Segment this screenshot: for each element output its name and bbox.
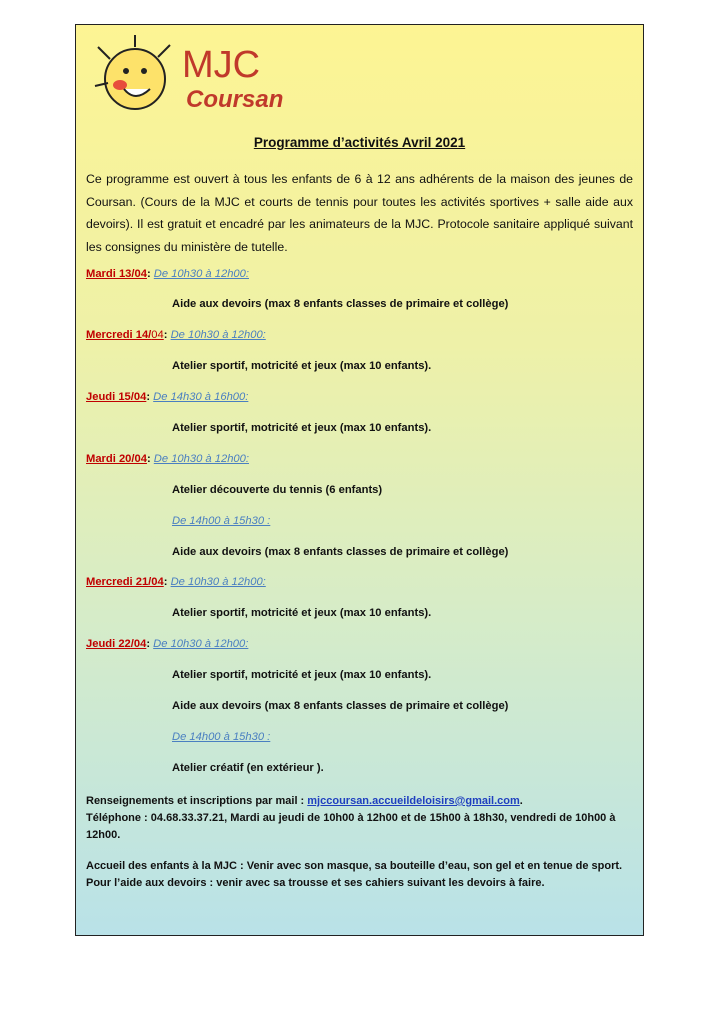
- time-label: De 10h30 à 12h00:: [170, 329, 266, 341]
- activity-line: Atelier créatif (en extérieur ).: [172, 762, 324, 774]
- page-title: Programme d’activités Avril 2021: [253, 135, 466, 150]
- activity-line: Atelier sportif, motricité et jeux (max 10 enfants).: [172, 669, 432, 681]
- time-label: De 10h30 à 12h00:: [153, 638, 249, 650]
- mail-suffix: .: [519, 795, 523, 807]
- time-label: De 14h00 à 15h30 :: [172, 515, 271, 527]
- schedule-day-line: Jeudi 15/04: De 14h30 à 16h00:: [86, 391, 249, 403]
- activity-line: Aide aux devoirs (max 8 enfants classes de primaire et collège): [172, 298, 509, 310]
- day-label: Mardi 13/04: [86, 268, 147, 280]
- svg-text:Coursan: Coursan: [186, 86, 284, 113]
- time-label: De 10h30 à 12h00:: [153, 453, 249, 465]
- email-link[interactable]: mjccoursan.accueildeloisirs@gmail.com: [307, 795, 520, 807]
- time-label: De 10h30 à 12h00:: [170, 576, 266, 588]
- mail-prefix: Renseignements et inscriptions par mail :: [86, 795, 308, 807]
- time-label: De 14h00 à 15h30 :: [172, 731, 271, 743]
- time-label: De 14h30 à 16h00:: [153, 391, 249, 403]
- document-page: [75, 24, 644, 936]
- schedule-day-line: Mercredi 14/04: De 10h30 à 12h00:: [86, 329, 266, 341]
- activity-line: Aide aux devoirs (max 8 enfants classes de primaire et collège): [172, 546, 509, 558]
- contact-block: [86, 793, 633, 844]
- schedule-day-line: Jeudi 22/04: De 10h30 à 12h00:: [86, 638, 249, 650]
- activity-line: Atelier sportif, motricité et jeux (max 10 enfants).: [172, 607, 432, 619]
- schedule-day-line: Mardi 13/04: De 10h30 à 12h00:: [86, 268, 249, 280]
- day-label: Mercredi 21/04: [86, 576, 164, 588]
- schedule-day-line: Mardi 20/04: De 10h30 à 12h00:: [86, 453, 249, 465]
- activity-line: Atelier sportif, motricité et jeux (max 10 enfants).: [172, 422, 432, 434]
- day-label: Mercredi 14/: [86, 329, 152, 341]
- day-label: Jeudi 22/04: [86, 638, 147, 650]
- mjc-logo: [90, 31, 290, 121]
- phone-text: Téléphone : 04.68.33.37.21, Mardi au jeudi de 10h00 à 12h00 et de 15h00 à 18h30, vendredi de 10h00 à 12h00.: [86, 812, 616, 841]
- activity-line: Aide aux devoirs (max 8 enfants classes de primaire et collège): [172, 700, 509, 712]
- note-paragraph: Accueil des enfants à la MJC : Venir avec son masque, sa bouteille d’eau, son gel et en tenue de sport. Pour l’aide aux devoirs : venir avec sa trousse et ses cahiers suivant les devoirs à faire.: [86, 860, 623, 889]
- intro-paragraph: Ce programme est ouvert à tous les enfants de 6 à 12 ans adhérents de la maison des jeunes de Coursan. (Cours de la MJC et courts de tennis pour toutes les activités sportives + salle aide aux devoirs). Il est gratuit et encadré par les animateurs de la MJC. Protocole sanitaire appliqué suivant les consignes du ministère de tutelle.: [86, 172, 633, 254]
- activity-line: Atelier découverte du tennis (6 enfants): [172, 484, 383, 496]
- time-label: De 10h30 à 12h00:: [153, 268, 249, 280]
- day-label-tail: 04: [151, 329, 164, 341]
- smiling-sun-icon: [95, 35, 170, 109]
- schedule-day-line: Mercredi 21/04: De 10h30 à 12h00:: [86, 576, 266, 588]
- day-label: Jeudi 15/04: [86, 391, 147, 403]
- activity-line: Atelier sportif, motricité et jeux (max 10 enfants).: [172, 360, 432, 372]
- day-label: Mardi 20/04: [86, 453, 147, 465]
- svg-text:MJC: MJC: [182, 44, 261, 86]
